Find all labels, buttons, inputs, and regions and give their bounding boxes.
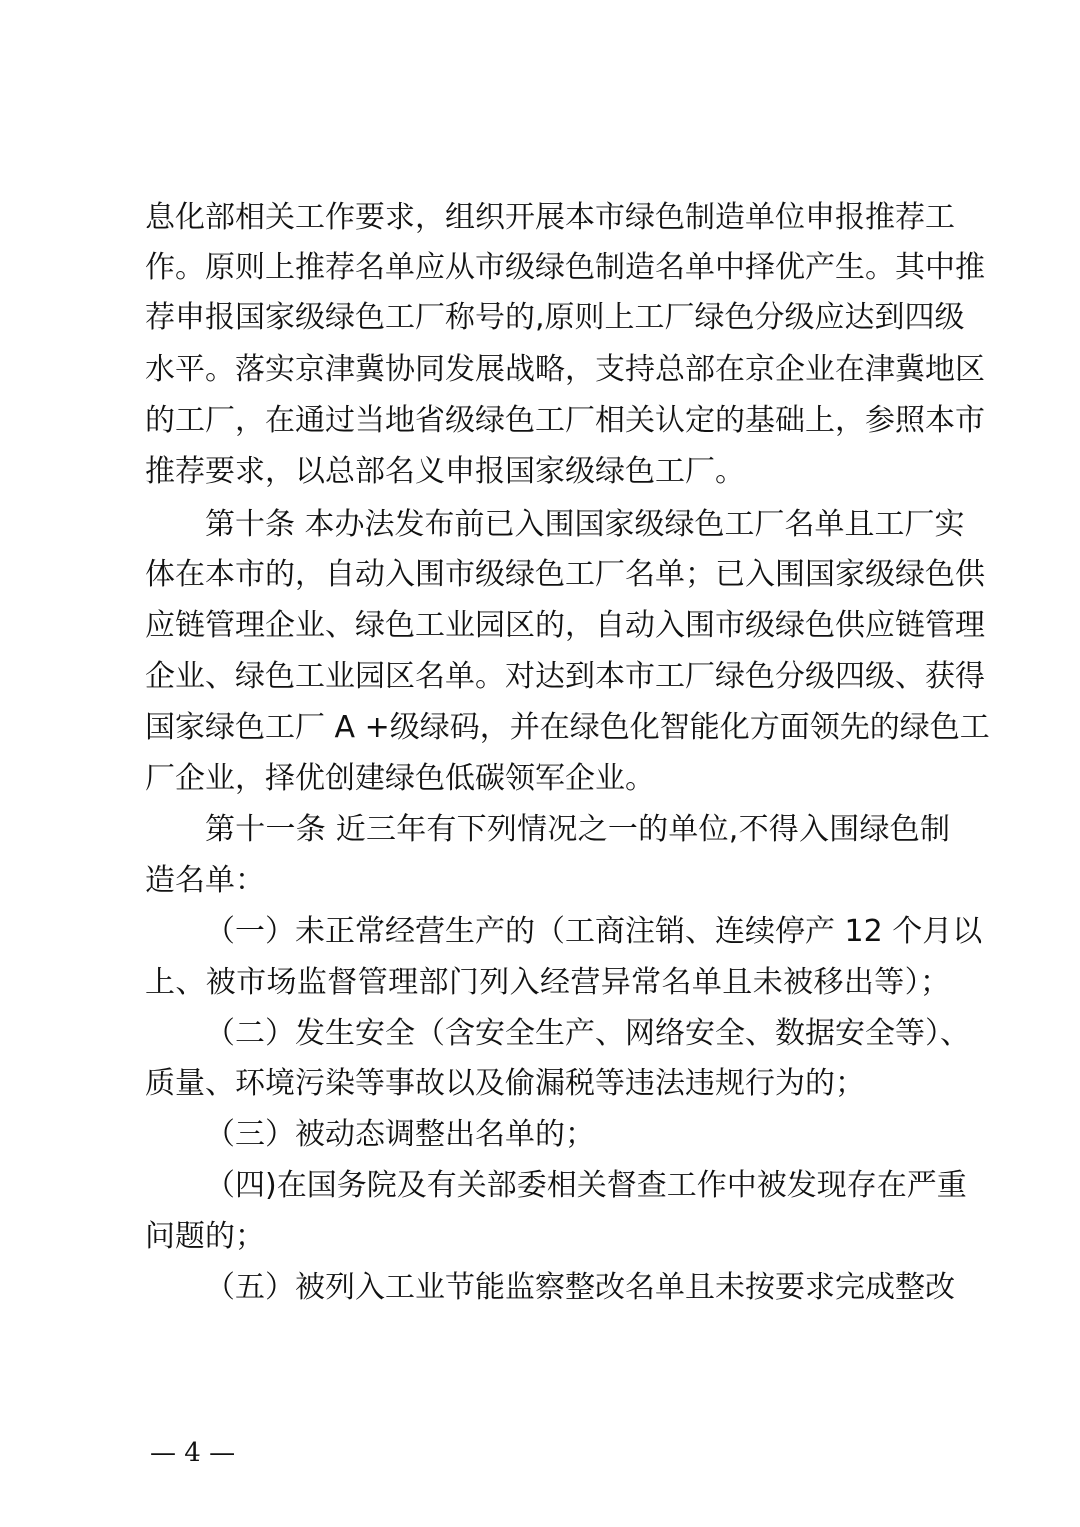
text-line-5: 的工厂，在通过当地省级绿色工厂相关认定的基础上，参照本市 [145,403,985,438]
text-line-8: 体在本市的，自动入围市级绿色工厂名单；已入围国家级绿色供 [145,557,985,592]
page-number: — 4 — [150,1438,236,1468]
text-line-3: 荐申报国家级绿色工厂称号的,原则上工厂绿色分级应达到四级 [145,300,965,335]
item-4-line: （四)在国务院及有关部委相关督查工作中被发现存在严重 [205,1168,967,1203]
item-5-line: （五）被列入工业节能监察整改名单且未按要求完成整改 [205,1270,955,1305]
text-line-12: 厂企业，择优创建绿色低碳领军企业。 [145,761,655,796]
text-line-21: 问题的； [145,1219,265,1254]
item-3-line: （三）被动态调整出名单的； [205,1117,595,1152]
text-line-1: 息化部相关工作要求，组织开展本市绿色制造单位申报推荐工 [145,200,955,235]
text-line-6: 推荐要求，以总部名义申报国家级绿色工厂。 [145,454,745,489]
text-line-2: 作。原则上推荐名单应从市级绿色制造名单中择优产生。其中推 [145,250,985,285]
text-line-16: 上、被市场监督管理部门列入经营异常名单且未被移出等）； [145,965,950,1000]
text-line-18: 质量、环境污染等事故以及偷漏税等违法违规行为的； [145,1066,865,1101]
article-10-heading-line: 第十条 本办法发布前已入围国家级绿色工厂名单且工厂实 [205,507,965,542]
text-line-4: 水平。落实京津冀协同发展战略，支持总部在京企业在津冀地区 [145,352,985,387]
text-line-11: 国家绿色工厂 A +级绿码，并在绿色化智能化方面领先的绿色工 [145,710,990,745]
item-2-line: （二）发生安全（含安全生产、网络安全、数据安全等）、 [205,1016,970,1051]
article-11-heading-line: 第十一条 近三年有下列情况之一的单位,不得入围绿色制 [205,812,950,847]
item-1-line: （一）未正常经营生产的（工商注销、连续停产 12 个月以 [205,914,983,949]
text-line-10: 企业、绿色工业园区名单。对达到本市工厂绿色分级四级、获得 [145,659,985,694]
text-line-9: 应链管理企业、绿色工业园区的，自动入围市级绿色供应链管理 [145,608,985,643]
text-line-14: 造名单： [145,863,265,898]
